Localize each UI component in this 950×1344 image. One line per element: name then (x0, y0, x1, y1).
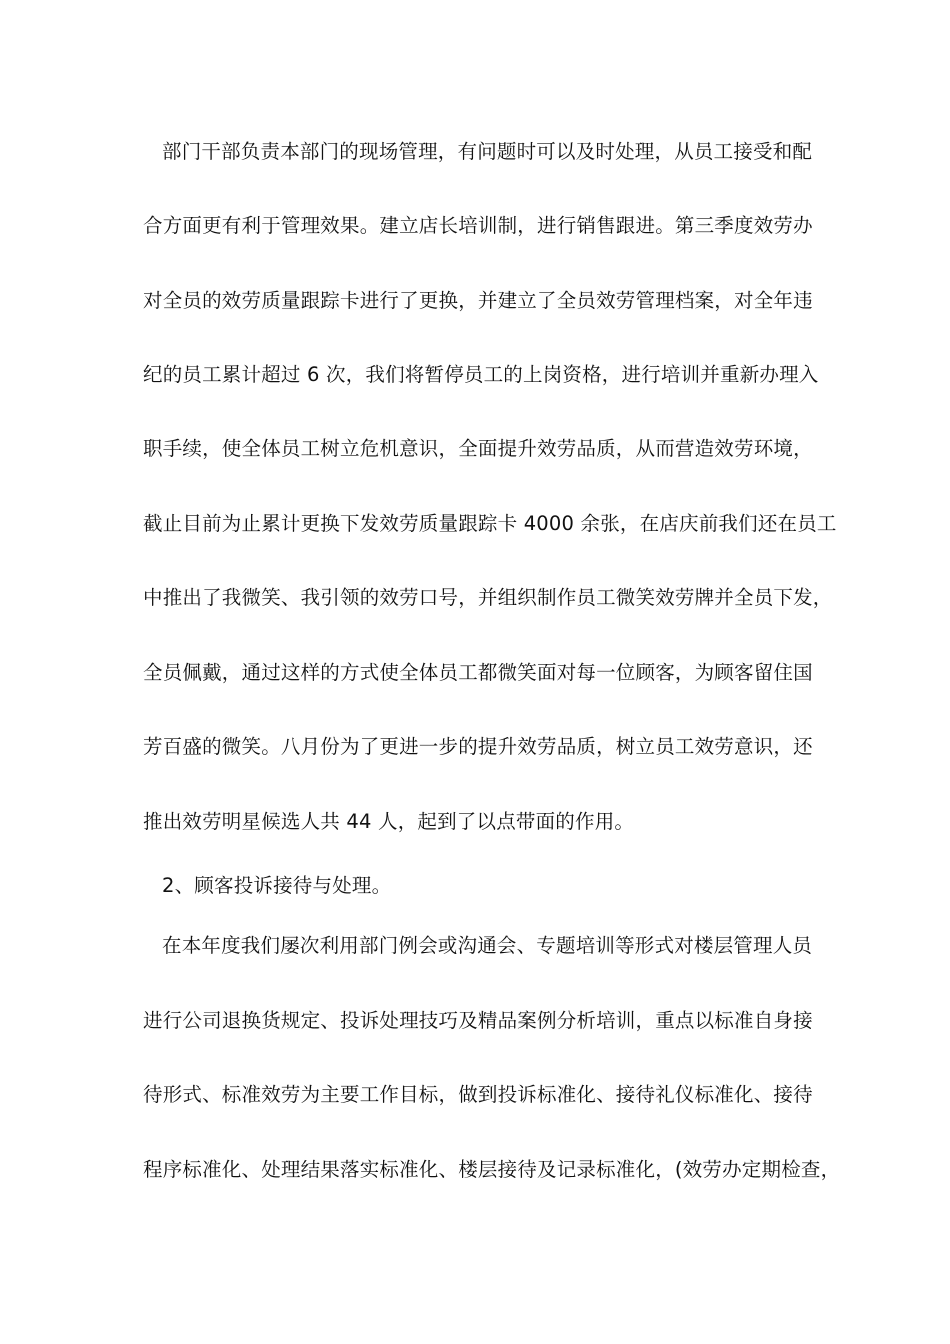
paragraph-line: 全员佩戴，通过这样的方式使全体员工都微笑面对每一位顾客，为顾客留住国 (143, 661, 813, 684)
paragraph-line: 合方面更有利于管理效果。建立店长培训制，进行销售跟进。第三季度效劳办 (143, 214, 813, 237)
paragraph-line: 进行公司退换货规定、投诉处理技巧及精品案例分析培训，重点以标准自身接 (143, 1009, 813, 1032)
paragraph-line: 推出效劳明星候选人共 44 人，起到了以点带面的作用。 (143, 810, 635, 833)
paragraph-line: 待形式、标准效劳为主要工作目标，做到投诉标准化、接待礼仪标准化、接待 (143, 1083, 813, 1106)
paragraph-line: 对全员的效劳质量跟踪卡进行了更换，并建立了全员效劳管理档案，对全年违 (143, 289, 813, 312)
paragraph-line: 程序标准化、处理结果落实标准化、楼层接待及记录标准化，(效劳办定期检查， (143, 1158, 841, 1181)
paragraph-line: 截止目前为止累计更换下发效劳质量跟踪卡 4000 余张，在店庆前我们还在员工 (143, 512, 837, 535)
paragraph-line: 在本年度我们屡次利用部门例会或沟通会、专题培训等形式对楼层管理人员 (162, 934, 813, 957)
paragraph-line: 芳百盛的微笑。八月份为了更进一步的提升效劳品质，树立员工效劳意识，还 (143, 735, 813, 758)
section-heading: 2、顾客投诉接待与处理。 (162, 874, 392, 897)
paragraph-line: 部门干部负责本部门的现场管理，有问题时可以及时处理，从员工接受和配 (162, 140, 813, 163)
paragraph-line: 纪的员工累计超过 6 次，我们将暂停员工的上岗资格，进行培训并重新办理入 (143, 363, 819, 386)
paragraph-line: 职手续，使全体员工树立危机意识，全面提升效劳品质，从而营造效劳环境， (143, 437, 813, 460)
paragraph-line: 中推出了我微笑、我引领的效劳口号，并组织制作员工微笑效劳牌并全员下发， (143, 586, 833, 609)
